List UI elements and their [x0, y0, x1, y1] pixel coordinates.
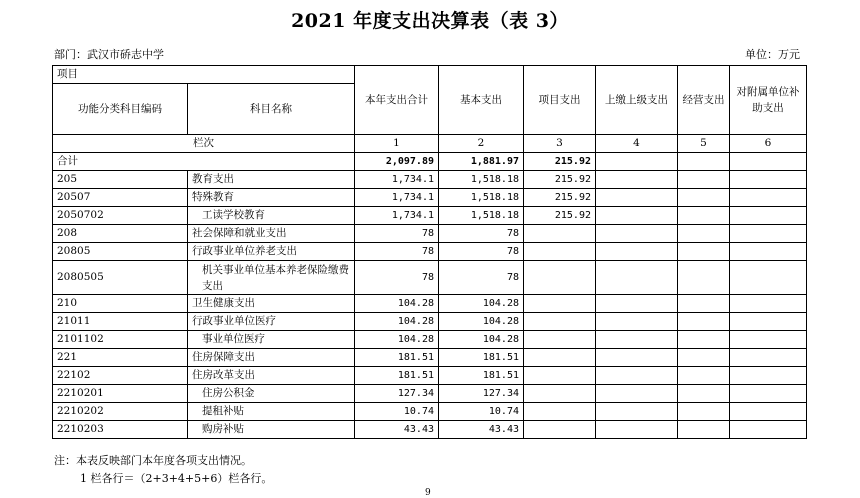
- row-c5: [678, 403, 730, 421]
- row-name: 购房补贴: [188, 421, 355, 439]
- row-c5: [678, 421, 730, 439]
- total-c4: [596, 153, 678, 171]
- page-title: 2021 年度支出决算表（表 3）: [291, 10, 569, 32]
- row-c1: 181.51: [355, 367, 439, 385]
- row-name: 住房公积金: [188, 385, 355, 403]
- row-c5: [678, 313, 730, 331]
- row-c6: [730, 207, 807, 225]
- row-name: 行政事业单位养老支出: [188, 243, 355, 261]
- header-item: 项目: [53, 66, 355, 84]
- col-num-2: 2: [439, 135, 524, 153]
- row-c1: 78: [355, 243, 439, 261]
- page-number: 9: [425, 488, 431, 498]
- col-header-3: 项目支出: [524, 66, 596, 135]
- row-c5: [678, 367, 730, 385]
- row-c6: [730, 189, 807, 207]
- unit-label: 单位：万元: [745, 48, 800, 61]
- row-c1: 78: [355, 261, 439, 295]
- row-c3: [524, 243, 596, 261]
- header-code: 功能分类科目编码: [53, 84, 188, 135]
- row-c4: [596, 225, 678, 243]
- row-c1: 78: [355, 225, 439, 243]
- row-c4: [596, 313, 678, 331]
- row-c1: 104.28: [355, 331, 439, 349]
- row-name: 提租补贴: [188, 403, 355, 421]
- table-row: [53, 189, 807, 207]
- row-c3: 215.92: [524, 189, 596, 207]
- col-num-5: 5: [678, 135, 730, 153]
- row-name: 住房改革支出: [188, 367, 355, 385]
- row-c4: [596, 261, 678, 295]
- row-c1: 104.28: [355, 295, 439, 313]
- table-row: [53, 385, 807, 403]
- row-c6: [730, 261, 807, 295]
- row-c2: 10.74: [439, 403, 524, 421]
- col-num-4: 4: [596, 135, 678, 153]
- row-c1: 181.51: [355, 349, 439, 367]
- row-c5: [678, 207, 730, 225]
- row-name: 社会保障和就业支出: [188, 225, 355, 243]
- row-c5: [678, 243, 730, 261]
- row-code: 210: [53, 295, 188, 313]
- row-c2: 78: [439, 225, 524, 243]
- row-c2: 104.28: [439, 295, 524, 313]
- row-name: 教育支出: [188, 171, 355, 189]
- row-c3: 215.92: [524, 207, 596, 225]
- row-c2: 104.28: [439, 313, 524, 331]
- row-c4: [596, 295, 678, 313]
- row-c3: [524, 367, 596, 385]
- row-code: 20805: [53, 243, 188, 261]
- department-label: 部门：武汉市硚志中学: [54, 48, 164, 61]
- row-code: 208: [53, 225, 188, 243]
- table-row: [53, 207, 807, 225]
- row-c3: 215.92: [524, 171, 596, 189]
- col-header-1: 本年支出合计: [355, 66, 439, 135]
- table-row: [53, 349, 807, 367]
- row-name: 机关事业单位基本养老保险缴费支出: [188, 261, 355, 295]
- total-label: 合计: [53, 153, 355, 171]
- expenditure-table: [52, 65, 807, 439]
- header-lanci: 栏次: [53, 135, 355, 153]
- row-code: 2210203: [53, 421, 188, 439]
- table-row: [53, 261, 807, 295]
- row-c2: 127.34: [439, 385, 524, 403]
- row-c2: 104.28: [439, 331, 524, 349]
- row-c1: 127.34: [355, 385, 439, 403]
- row-c6: [730, 367, 807, 385]
- table-row: [53, 295, 807, 313]
- row-c2: 1,518.18: [439, 207, 524, 225]
- row-code: 21011: [53, 313, 188, 331]
- row-c5: [678, 261, 730, 295]
- row-c3: [524, 261, 596, 295]
- col-header-2: 基本支出: [439, 66, 524, 135]
- row-c4: [596, 403, 678, 421]
- col-header-4: 上缴上级支出: [596, 66, 678, 135]
- header-name: 科目名称: [188, 84, 355, 135]
- row-code: 2210202: [53, 403, 188, 421]
- col-num-6: 6: [730, 135, 807, 153]
- row-c4: [596, 331, 678, 349]
- table-row: [53, 243, 807, 261]
- col-header-5: 经营支出: [678, 66, 730, 135]
- table-row: [53, 171, 807, 189]
- table-notes: [54, 452, 272, 488]
- row-c2: 78: [439, 243, 524, 261]
- row-code: 2080505: [53, 261, 188, 295]
- row-c3: [524, 295, 596, 313]
- row-c6: [730, 385, 807, 403]
- col-num-3: 3: [524, 135, 596, 153]
- table-row: [53, 313, 807, 331]
- row-c5: [678, 189, 730, 207]
- row-c2: 1,518.18: [439, 171, 524, 189]
- table-row: [53, 421, 807, 439]
- row-c6: [730, 421, 807, 439]
- row-code: 2050702: [53, 207, 188, 225]
- row-code: 22102: [53, 367, 188, 385]
- row-c4: [596, 207, 678, 225]
- row-c2: 78: [439, 261, 524, 295]
- row-c5: [678, 295, 730, 313]
- row-c3: [524, 385, 596, 403]
- row-c1: 10.74: [355, 403, 439, 421]
- table-row: [53, 367, 807, 385]
- row-code: 2101102: [53, 331, 188, 349]
- row-c4: [596, 349, 678, 367]
- row-c1: 1,734.1: [355, 207, 439, 225]
- row-c6: [730, 225, 807, 243]
- row-c4: [596, 243, 678, 261]
- row-c3: [524, 225, 596, 243]
- row-name: 特殊教育: [188, 189, 355, 207]
- row-c2: 1,518.18: [439, 189, 524, 207]
- row-c3: [524, 403, 596, 421]
- row-name: 行政事业单位医疗: [188, 313, 355, 331]
- row-name: 事业单位医疗: [188, 331, 355, 349]
- row-c6: [730, 331, 807, 349]
- table-row: [53, 225, 807, 243]
- row-c5: [678, 385, 730, 403]
- row-c5: [678, 331, 730, 349]
- row-c5: [678, 349, 730, 367]
- row-code: 205: [53, 171, 188, 189]
- row-c6: [730, 349, 807, 367]
- col-header-6: 对附属单位补助支出: [730, 66, 807, 135]
- note-line-1: 注：本表反映部门本年度各项支出情况。: [54, 454, 252, 467]
- row-name: 工读学校教育: [188, 207, 355, 225]
- row-code: 20507: [53, 189, 188, 207]
- total-c3: 215.92: [524, 153, 596, 171]
- row-name: 住房保障支出: [188, 349, 355, 367]
- row-c1: 43.43: [355, 421, 439, 439]
- row-c6: [730, 243, 807, 261]
- row-c1: 1,734.1: [355, 171, 439, 189]
- row-c3: [524, 313, 596, 331]
- row-name: 卫生健康支出: [188, 295, 355, 313]
- row-c6: [730, 403, 807, 421]
- row-c5: [678, 171, 730, 189]
- row-c6: [730, 171, 807, 189]
- row-c2: 181.51: [439, 349, 524, 367]
- row-c5: [678, 225, 730, 243]
- row-c4: [596, 421, 678, 439]
- total-c6: [730, 153, 807, 171]
- row-c4: [596, 171, 678, 189]
- total-c2: 1,881.97: [439, 153, 524, 171]
- total-row: [53, 153, 807, 171]
- total-c5: [678, 153, 730, 171]
- row-c6: [730, 295, 807, 313]
- row-c3: [524, 331, 596, 349]
- row-c3: [524, 349, 596, 367]
- row-c3: [524, 421, 596, 439]
- row-c2: 43.43: [439, 421, 524, 439]
- col-num-1: 1: [355, 135, 439, 153]
- total-c1: 2,097.89: [355, 153, 439, 171]
- note-line-2: 1 栏各行＝（2+3+4+5+6）栏各行。: [80, 472, 273, 485]
- row-c1: 104.28: [355, 313, 439, 331]
- table-row: [53, 331, 807, 349]
- row-c6: [730, 313, 807, 331]
- row-code: 2210201: [53, 385, 188, 403]
- row-c4: [596, 367, 678, 385]
- row-c2: 181.51: [439, 367, 524, 385]
- table-row: [53, 403, 807, 421]
- row-c4: [596, 189, 678, 207]
- row-c4: [596, 385, 678, 403]
- row-c1: 1,734.1: [355, 189, 439, 207]
- row-code: 221: [53, 349, 188, 367]
